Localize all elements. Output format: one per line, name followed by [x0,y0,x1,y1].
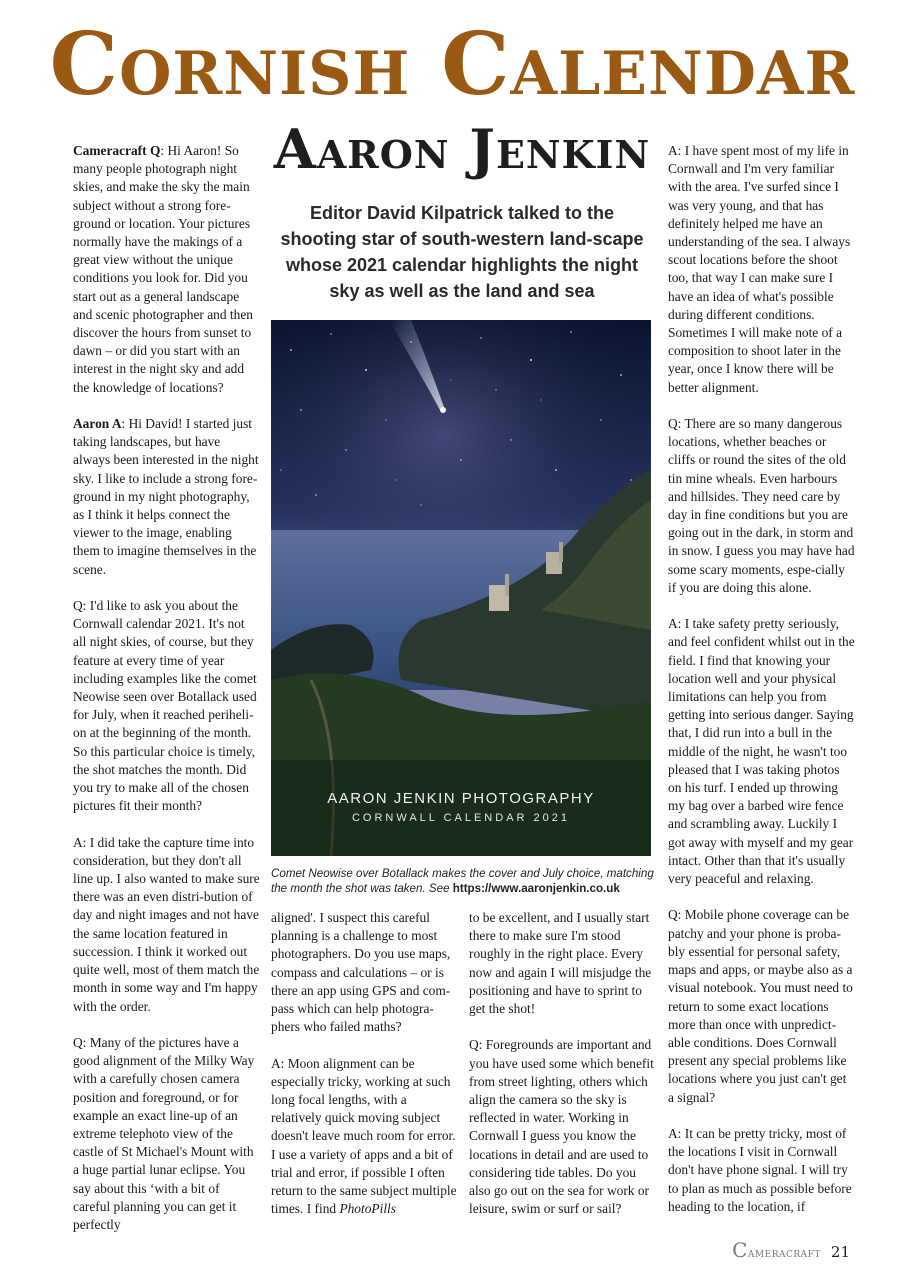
comet-head [440,407,446,413]
text-column-1 [73,142,260,1234]
paragraph [73,142,260,397]
paragraph: aligned'. I suspect this careful planning is a challenge to most photographers. Do you use maps, compass and calculations – or is there an app using GPS and com-pass which can help photogra-phers who failed maths? [271,910,451,1035]
text-column-3 [469,909,656,1218]
paragraph: Q: Mobile phone coverage can be patchy and your phone is proba-bly essential for personal safety, maps and apps, or maybe also as a visual notebook. You must need to return to some exact locations more than once with unpredict-able conditions. Does Cornwall present any special problems like locations where you just can't get a signal? [668,907,853,1105]
cover-title: AARON JENKIN PHOTOGRAPHY [327,790,595,807]
night-landscape-image [271,320,651,856]
paragraph-text: A: Moon alignment can be especially tricky, working at such long focal lengths, with a relatively quick moving subject doesn't leave much room for error. I use a variety of apps and a bit of trial and error, if possible I often return to the same subject multiple times. I find [271,1055,457,1217]
app-name: PhotoPills [339,1201,396,1217]
cover-photo [271,320,651,856]
paragraph [271,1055,458,1219]
caption-text: Comet Neowise over Botallack makes the cover and July choice, matching the month the shot was taken. See [271,867,654,895]
paragraph-text: : Hi Aaron! So many people photograph night skies, and make the sky the main subject without a strong fore-ground or location. Your pictures normally have the makings of a great view without the unique conditions you look for. Did you start out as a general landscape and scenic photographer and then discover the hours from sunset to dawn – or did you start with an interest in the night sky and add the knowledge of locations? [73,143,253,395]
magazine-brand: Cameracraft [732,1238,821,1262]
paragraph: to be excellent, and I usually start there to make sure I'm stood roughly in the right place. Every now and again I will misjudge the positioning and have to sprint to get the shot! [469,910,652,1017]
paragraph: Q: Foregrounds are important and you have used some which benefit from street lighting, others which align the camera so the sky is reflected in water. Working in Cornwall I guess you know the locations in detail and are used to considering tide tables. Do you also go out on the sea for work or leisure, swim or surf or sail? [469,1037,654,1217]
paragraph: A: I have spent most of my life in Cornwall and I'm very familiar with the area. I've surfed since I was very young, and that has definitely helped me have an understanding of the sea. I always scout locations before the shoot too, that way I can make sure I have an idea of what's possible during different conditions. Sometimes I will make note of a composition to shoot later in the year, once I know there will be better alignment. [668,143,851,395]
paragraph: A: I did take the capture time into consideration, but they don't all line up. I also wanted to make sure there was an even distri-bution of day and night images and not have the same location featured in succession. I think it worked out quite well, most of them match the month in some way and I'm happy with the order. [73,834,260,1014]
paragraph: Q: I'd like to ask you about the Cornwall calendar 2021. It's not all night skies, of course, but they feature at every time of year including examples like the comet Neowise seen over Botallack used for July, when it reached periheli-on at the beginning of the month. So this particular choice is timely, the shot matches the month. Did you try to make all of the chosen pictures fit their month? [73,598,257,814]
paragraph: A: I take safety pretty seriously, and feel confident whilst out in the field. I find that knowing your location well and your physical limitations can help you from getting into serious danger. Saying that, I did run into a bull in the middle of the night, he wasn't too pleased that I was taking photos on his turf. I ended up throwing my bag over a barbed wire fence and scrambling away. Luckily I got away with myself and my gear intact. Other than that it's usually very peaceful and relaxing. [668,616,855,887]
paragraph: A: It can be pretty tricky, most of the locations I visit in Cornwall don't have phone signal. I will try to plan as much as possible before heading to the location, if [668,1125,852,1214]
caption-url[interactable]: https://www.aaronjenkin.co.uk [452,882,620,895]
paragraph: Q: There are so many dangerous locations, whether beaches or cliffs or round the sites of the old tin mine wheals. Even harbours and hillsides. They need care by day in fine conditions but you are going out in the dark, in storm and in snow. I guess you may have had some scary moments, espe-cially if you are doing this alone. [668,416,855,595]
speaker-label: Cameracraft Q [73,143,161,158]
photo-caption [271,866,655,896]
cover-subtitle: CORNWALL CALENDAR 2021 [351,812,570,824]
page-footer [732,1238,850,1262]
paragraph-text: : Hi David! I started just taking landscapes, but have always been interested in the night sky. I like to include a strong fore-ground in my night photography, as I think it helps connect the viewer to the image, enabling them to imagine themselves in the scene. [73,416,259,577]
page-number: 21 [830,1243,850,1261]
speaker-label: Aaron A [73,416,122,432]
article-title: Cornish Calendar [49,14,856,115]
paragraph [73,415,260,579]
text-column-4 [668,142,855,1216]
article-subtitle-name: Aaron Jenkin [273,117,651,181]
standfirst: Editor David Kilpatrick talked to the shooting star of south-western land-scape whose 2021 calendar highlights the night sky as well as the land and sea [280,203,644,301]
text-column-2 [271,909,458,1218]
paragraph: Q: Many of the pictures have a good alignment of the Milky Way with a carefully chosen camera position and foreground, or for example an exact line-up of an extreme telephoto view of the castle of St Michael's Mount with a huge partial lunar eclipse. You say about this ‘with a bit of careful planning you can get it perfectly [73,1034,255,1232]
